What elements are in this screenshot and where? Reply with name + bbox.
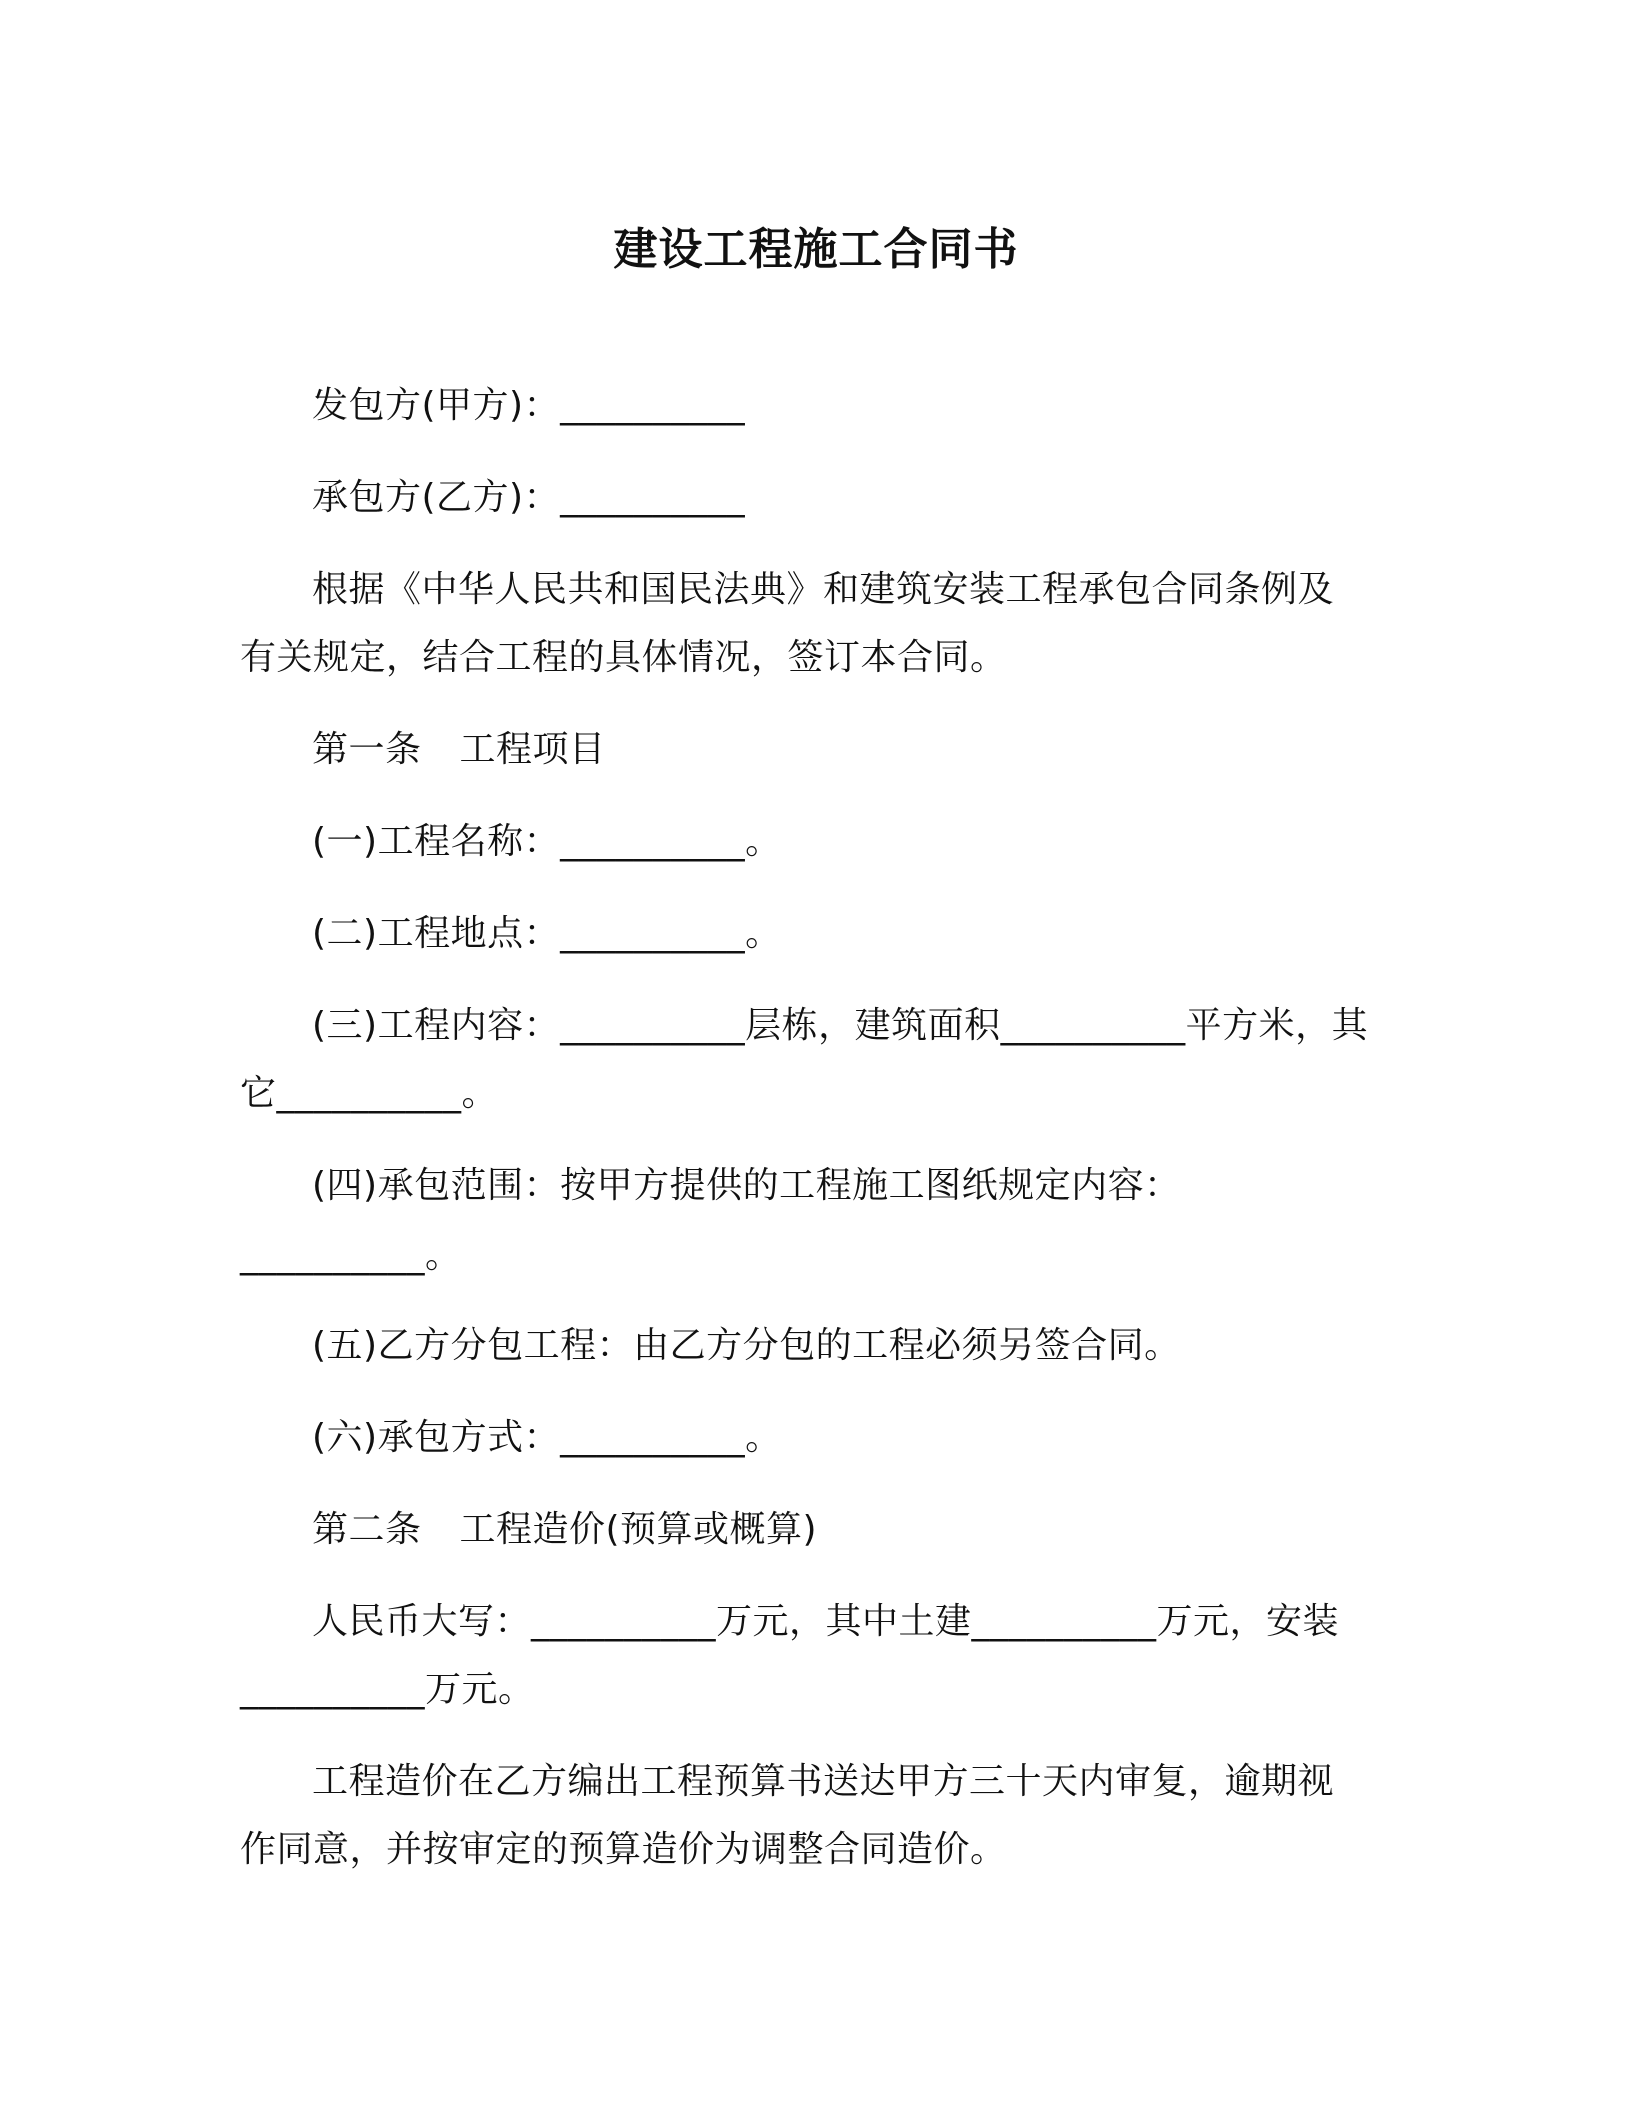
item-contract-method: (六)承包方式：__________。: [312, 1417, 782, 1458]
item-contract-scope-line-1: (四)承包范围：按甲方提供的工程施工图纸规定内容：: [312, 1165, 1181, 1206]
item-project-content-line-2: 它__________。: [240, 1073, 499, 1114]
preamble-line-2: 有关规定，结合工程的具体情况，签订本合同。: [240, 637, 1007, 678]
article-2-number: 第二条: [312, 1509, 422, 1550]
preamble-line-1: 根据《中华人民共和国民法典》和建筑安装工程承包合同条例及: [312, 569, 1335, 610]
item-project-location: (二)工程地点：__________。: [312, 913, 782, 954]
article-2-heading: [312, 1506, 817, 1554]
price-line-1: 人民币大写：__________万元，其中土建__________万元，安装: [312, 1601, 1340, 1642]
article-1-number: 第一条: [312, 729, 422, 770]
item-subcontract: (五)乙方分包工程：由乙方分包的工程必须另签合同。: [312, 1325, 1181, 1366]
document-title: 建设工程施工合同书: [613, 224, 1019, 275]
article-2-title: 工程造价(预算或概算): [459, 1509, 818, 1550]
price-line-2: __________万元。: [240, 1669, 535, 1710]
article-1-title: 工程项目: [459, 729, 606, 770]
party-b-line: 承包方(乙方)：__________: [312, 477, 746, 518]
item-project-content-line-1: (三)工程内容：__________层栋，建筑面积__________平方米，其: [312, 1005, 1369, 1046]
party-a-line: 发包方(甲方)：__________: [312, 385, 746, 426]
article-1-heading: [312, 726, 606, 774]
review-line-1: 工程造价在乙方编出工程预算书送达甲方三十天内审复，逾期视: [312, 1761, 1335, 1802]
review-line-2: 作同意，并按审定的预算造价为调整合同造价。: [240, 1829, 1007, 1870]
item-contract-scope-line-2: __________。: [240, 1235, 462, 1276]
item-project-name: (一)工程名称：__________。: [312, 821, 782, 862]
